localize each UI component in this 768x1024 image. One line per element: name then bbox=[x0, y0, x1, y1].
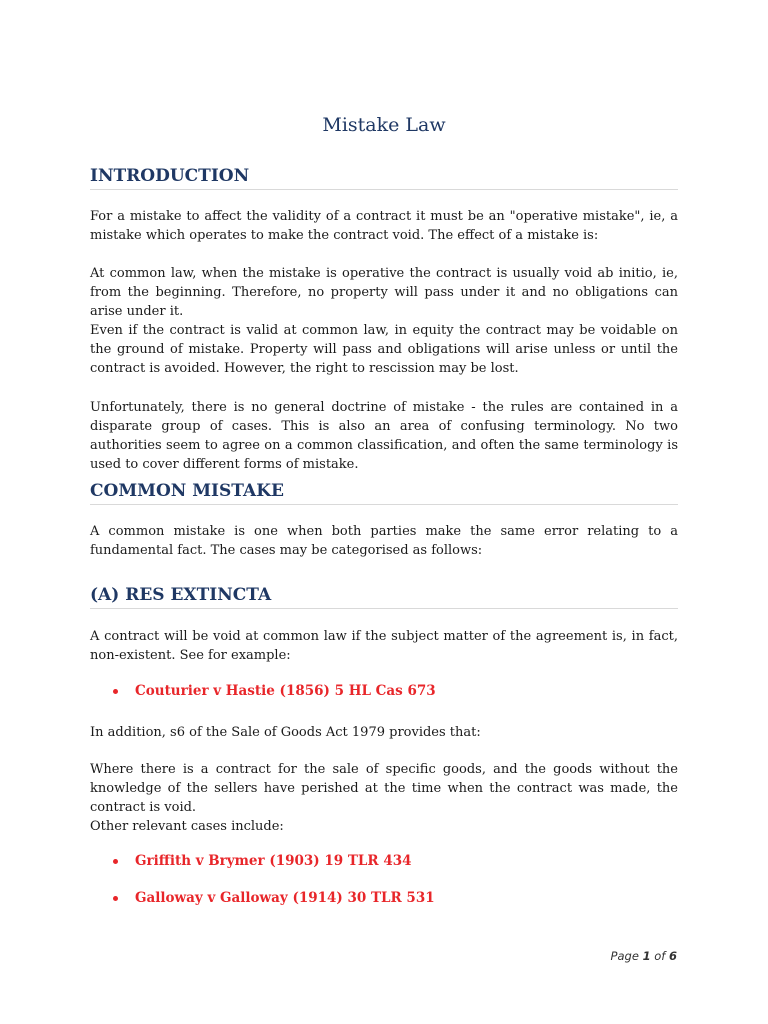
common-mistake-paragraph-block bbox=[90, 522, 678, 560]
footer-of-label: of bbox=[654, 949, 666, 963]
case-citation-item bbox=[113, 683, 436, 699]
intro-paragraph-3: Even if the contract is valid at common law, in equity the contract may be voidable on the ground of mistake. Property will pass and obligations will arise unless or until the contract is avoided. However, the right to rescission may be lost. bbox=[90, 323, 678, 376]
section-common-mistake bbox=[90, 481, 678, 505]
common-mistake-paragraph: A common mistake is one when both parties make the same error relating to a fundamental fact. The cases may be categorised as follows: bbox=[90, 524, 678, 558]
res-extincta-paragraph-4: Other relevant cases include: bbox=[90, 819, 284, 834]
res-extincta-paragraph-1-block bbox=[90, 627, 678, 665]
page-footer bbox=[611, 949, 677, 963]
heading-common-mistake: COMMON MISTAKE bbox=[90, 481, 678, 505]
res-extincta-paragraph-1: A contract will be void at common law if the subject matter of the agreement is, in fact, non-existent. See for example: bbox=[90, 629, 678, 663]
document-title: Mistake Law bbox=[322, 114, 446, 136]
case-citation-item bbox=[113, 890, 435, 906]
case-citation-item bbox=[113, 853, 412, 869]
intro-paragraph-2: At common law, when the mistake is operative the contract is usually void ab initio, ie, from the beginning. Therefore, no property will pass under it and no obligations can arise under it. bbox=[90, 266, 678, 319]
intro-paragraph-1-block bbox=[90, 207, 678, 245]
intro-paragraph-4: Unfortunately, there is no general doctrine of mistake - the rules are contained in a disparate group of cases. This is also an area of confusing terminology. No two authorities seem to agree on a common classification, and often the same terminology is used to cover different forms of mistake. bbox=[90, 400, 678, 472]
intro-paragraph-3-block bbox=[90, 321, 678, 378]
case-citation-couturier: Couturier v Hastie (1856) 5 HL Cas 673 bbox=[135, 683, 436, 699]
res-extincta-paragraph-2: In addition, s6 of the Sale of Goods Act 1979 provides that: bbox=[90, 725, 481, 740]
case-citation-galloway: Galloway v Galloway (1914) 30 TLR 531 bbox=[135, 890, 435, 906]
intro-paragraph-2-block bbox=[90, 264, 678, 321]
footer-current-page: 1 bbox=[642, 949, 651, 963]
bullet-dot bbox=[113, 896, 118, 901]
res-extincta-paragraph-4-block bbox=[90, 817, 678, 836]
heading-introduction: INTRODUCTION bbox=[90, 166, 678, 190]
section-res-extincta bbox=[90, 585, 678, 609]
case-citation-griffith: Griffith v Brymer (1903) 19 TLR 434 bbox=[135, 853, 412, 869]
heading-res-extincta: (A) RES EXTINCTA bbox=[90, 585, 678, 609]
section-introduction bbox=[90, 166, 678, 190]
intro-paragraph-4-block bbox=[90, 398, 678, 474]
footer-page-label: Page bbox=[610, 949, 639, 963]
res-extincta-paragraph-3-block bbox=[90, 760, 678, 817]
footer-total-pages: 6 bbox=[668, 949, 677, 963]
intro-paragraph-1: For a mistake to affect the validity of a contract it must be an "operative mistake", ie, a mistake which operates to make the contract void. The effect of a mistake is: bbox=[90, 209, 678, 243]
res-extincta-paragraph-2-block bbox=[90, 723, 678, 742]
bullet-dot bbox=[113, 689, 118, 694]
res-extincta-paragraph-3: Where there is a contract for the sale of specific goods, and the goods without the knowledge of the sellers have perished at the time when the contract was made, the contract is void. bbox=[90, 762, 678, 815]
bullet-dot bbox=[113, 859, 118, 864]
